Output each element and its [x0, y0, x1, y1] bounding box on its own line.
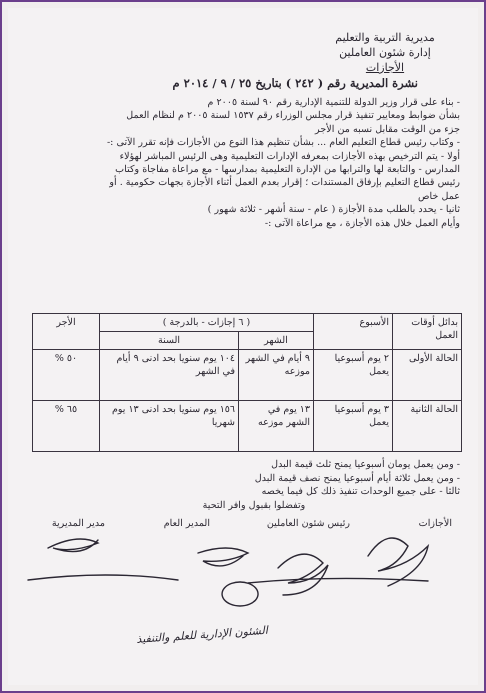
decree-number-line: نشرة المديرية رقم ( ٢٤٢ ) بتاريخ ٢٥ / ٩ / ٢٠١٤ م [172, 76, 418, 90]
cell-month: ٩ أيام في الشهر موزعه [239, 350, 314, 401]
header-month: الشهر [239, 332, 314, 350]
cell-month: ١٣ يوم في الشهر موزعه [239, 401, 314, 452]
closing-greeting: وتفضلوا بقبول وافر التحية [202, 499, 306, 511]
paragraph-9: ثانيا - يحدد بالطلب مدة الأجازة ( عام - سنة أشهر - ثلاثة شهور ) [207, 204, 460, 216]
paragraph-5: أولا - يتم الترخيص بهذه الأجازات بمعرفه الإدارات التعليمية وهى الرئيس المباشر لهؤلاء [119, 150, 460, 162]
letterhead-department: إدارة شئون العاملين [339, 46, 431, 59]
header-week: الأسبوع [314, 314, 393, 350]
letterhead-section: الأجازات [365, 61, 405, 74]
signature-scribble-4 [48, 539, 98, 552]
paragraph-4: - وكتاب رئيس قطاع التعليم العام ... بشأن تنظيم هذا النوع من الأجازات فإنه تقرر الآتى :- [106, 137, 460, 149]
paragraph-7: رئيس قطاع التعليم بإرفاق المستندات ؛ إقرار بعدم العمل أثناء الأجازة بجهات حكومية . أو [109, 177, 460, 189]
paragraph-1: - بناء على قرار وزير الدولة للتنمية الإدارية رقم ٩٠ لسنة ٢٠٠٥ م [207, 97, 460, 108]
handwritten-margin-note: الشئون الإدارية للعلم والتنفيذ [135, 623, 269, 646]
signature-personnel-head: رئيس شئون العاملين [266, 518, 350, 529]
table-caption: ( ٦ إجازات - بالدرجة ) [100, 314, 314, 332]
cell-case: الحالة الأولى [393, 350, 462, 401]
paragraph-6: المدارس - والتابعة لها والترابها من الإدارة التعليمية بمدارسها - مع مراعاة مفاجاة وكتاب [115, 164, 460, 176]
signature-strokes-row [28, 575, 428, 583]
signature-scribble-3 [198, 548, 248, 566]
cell-wage: ٦٥ % [33, 401, 100, 452]
document-paper [8, 8, 478, 685]
cell-week: ٣ يوم أسبوعيا يعمل [314, 401, 393, 452]
stamp-mark [222, 582, 258, 606]
cell-week: ٢ يوم أسبوعيا يعمل [314, 350, 393, 401]
signature-scribble-2 [278, 554, 328, 595]
paragraph-8: عمل خاص [417, 190, 460, 202]
cell-year: ١٠٤ يوم سنويا بحد ادنى ٩ أيام في الشهر [100, 350, 239, 401]
cell-case: الحالة الثانية [393, 401, 462, 452]
paragraph-3: جزء من الوقت مقابل نسبه من الأجر [315, 123, 460, 135]
signature-general-manager: المدير العام [163, 518, 210, 529]
note-1: - ومن يعمل يومان أسبوعيا يمنح ثلث قيمة البدل [271, 459, 460, 470]
paragraph-2: بشأن ضوابط ومعايير تنفيذ قرار مجلس الوزراء رقم ١٥٣٧ لسنة ٢٠٠٥ م لنظام العمل [126, 110, 460, 122]
header-wage: الأجر [33, 314, 100, 350]
handwriting-overlay [8, 8, 478, 685]
letterhead-directorate: مديرية التربية والتعليم [335, 31, 435, 44]
header-year: السنة [100, 332, 239, 350]
header-alternatives: بدائل أوقات العمل [393, 314, 462, 350]
cell-year: ١٥٦ يوم سنويا بحد ادنى ١٣ يوم شهريا [100, 401, 239, 452]
note-2: - ومن يعمل ثلاثة أيام أسبوعيا يمنح نصف قيمة البدل [254, 472, 460, 484]
signature-directorate-manager: مدير المديرية [51, 518, 105, 529]
signature-leave-office: الأجازات [418, 518, 452, 529]
note-3: ثالثا - على جميع الوحدات تنفيذ ذلك كل فيما يخصه [261, 486, 460, 497]
paragraph-10: وأيام العمل خلال هذه الأجازة ، مع مراعاة الآتى :- [264, 217, 460, 229]
cell-wage: ٥٠ % [33, 350, 100, 401]
